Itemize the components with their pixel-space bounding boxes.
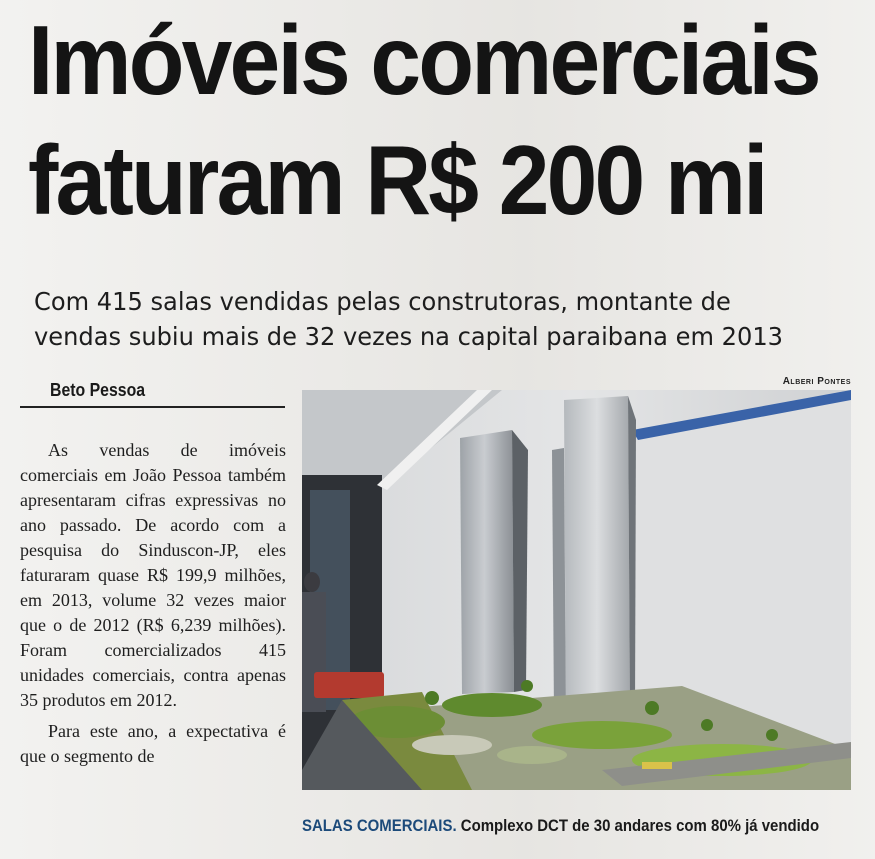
model-photo-illustration	[302, 390, 851, 790]
article-paragraph-2: Para este ano, a expectativa é que o segmento de	[20, 721, 286, 766]
headline-line-1: Imóveis comerciais	[28, 5, 819, 115]
byline: Beto Pessoa	[50, 380, 146, 400]
article-paragraph-1: As vendas de imóveis comerciais em João Pessoa também apresentaram cifras expressivas no ano passado. De acordo com a pesquisa do Sinduscon-JP, eles faturaram quase R$ 199,9 milhões, em 2013, volume 32 vezes maior que o de 2012 (R$ 6,239 milhões). Foram comercializados 415 unidades comerciais, contra apenas 35 produtos em 2012.	[20, 440, 286, 710]
article-photo	[302, 390, 851, 790]
headline-line-2: faturam R$ 200 mi	[28, 125, 766, 235]
photo-caption	[302, 816, 820, 836]
headline	[28, 0, 819, 240]
article-body	[20, 438, 286, 769]
caption-text: Complexo DCT de 30 andares com 80% já vendido	[460, 816, 820, 835]
photo-credit: Alberi Pontes	[782, 376, 851, 387]
byline-rule	[20, 406, 285, 408]
caption-lead: SALAS COMERCIAIS.	[302, 816, 457, 835]
subheadline: Com 415 salas vendidas pelas construtoras, montante de vendas subiu mais de 32 vezes na capital paraibana em 2013	[34, 287, 784, 351]
